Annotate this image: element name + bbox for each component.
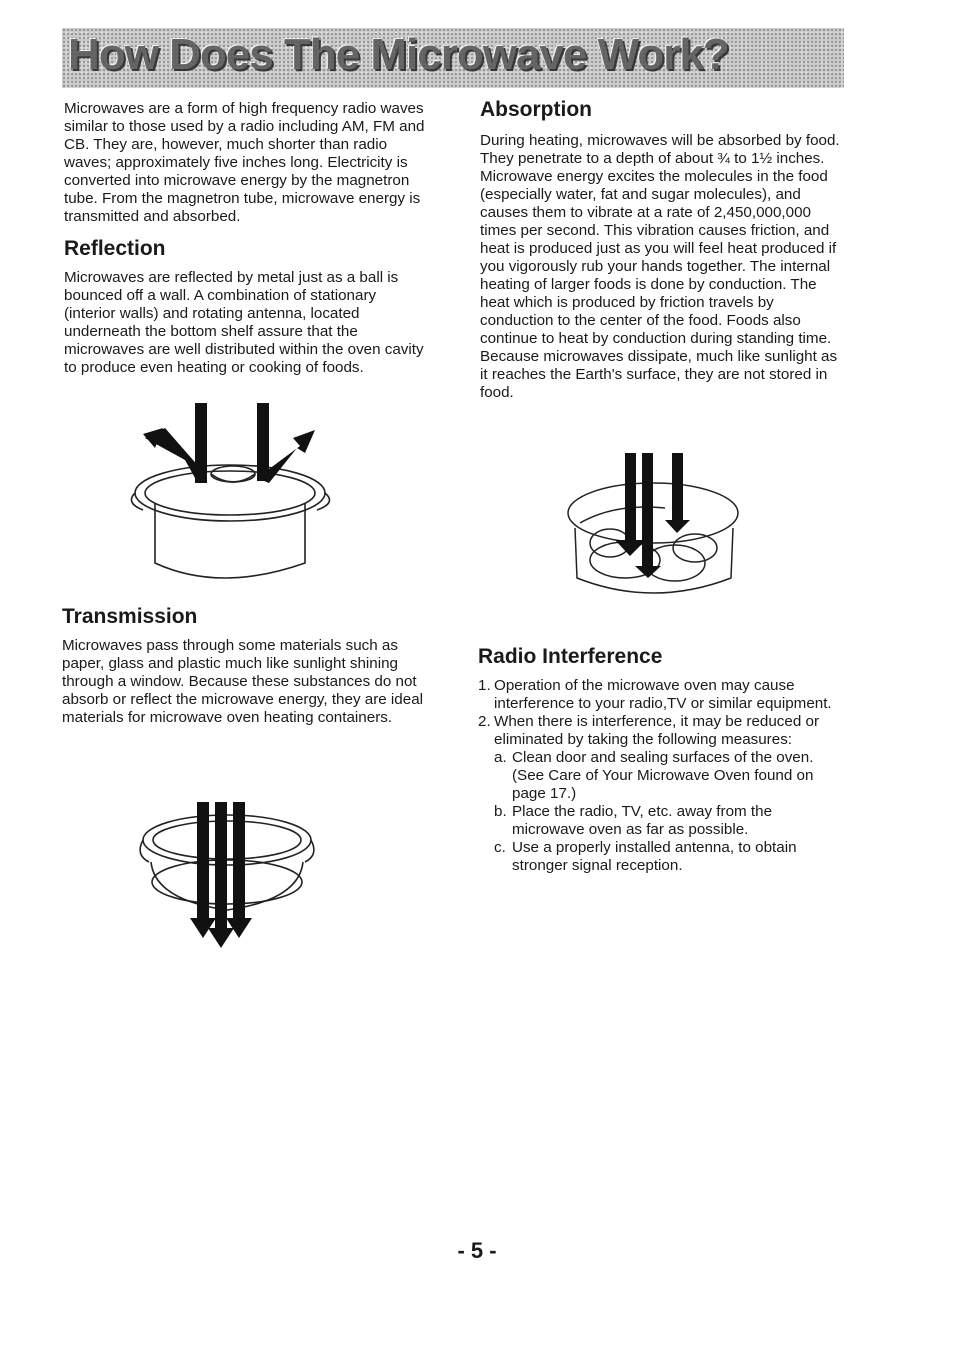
list-text: Clean door and sealing surfaces of the oven. (See Care of Your Microwave Oven found on page 17.) (512, 749, 814, 802)
intro-text: Microwaves are a form of high frequency radio waves similar to those used by a radio including AM, FM and CB. They are, however, much shorter than radio waves; approximately five inches long. Electricity is converted into microwave energy by the magnetron tube. From the magnetron tube, microwave energy is transmitted and absorbed. (64, 100, 425, 225)
radio-section (478, 644, 844, 875)
absorption-heading: Absorption (480, 98, 592, 121)
absorption-section (480, 97, 844, 402)
reflection-section (64, 236, 426, 377)
list-text: Use a properly installed antenna, to obtain stronger signal reception. (512, 839, 797, 874)
intro-section (64, 100, 426, 226)
transmission-heading: Transmission (62, 605, 198, 628)
transmission-dish-illustration (135, 800, 320, 950)
list-text: Operation of the microwave oven may cause interference to your radio,TV or similar equipment. (494, 677, 832, 712)
reflection-pot-illustration (125, 398, 345, 588)
reflection-text: Microwaves are reflected by metal just as a ball is bounced off a wall. A combination of stationary (interior walls) and rotating antenna, located underneath the bottom shelf assure that the microwaves are well distributed within the oven cavity to produce even heating or cooking of foods. (64, 269, 424, 376)
absorption-text: During heating, microwaves will be absorbed by food. They penetrate to a depth of about ¾ to 1½ inches. Microwave energy excites the molecules in the food (especially water, fat and sugar molecules), and causes them to vibrate at a rate of 2,450,000,000 times per second. This vibration causes friction, and heat is produced just as you will feel heat produced if you vigorously rub your hands together. The internal heating of larger foods is done by conduction. The heat which is produced by friction travels by conduction to the center of the food. Foods also continue to heat by conduction during standing time. (480, 132, 840, 347)
transmission-section (62, 604, 424, 727)
radio-sublist (494, 749, 844, 875)
title-banner (62, 28, 844, 88)
list-item (478, 713, 844, 875)
radio-heading: Radio Interference (478, 645, 663, 668)
list-number: 1. (478, 677, 491, 694)
sub-list-item (494, 839, 844, 875)
transmission-text: Microwaves pass through some materials such as paper, glass and plastic much like sunlight shining through a window. Because these substances do not absorb or reflect the microwave energy, they are ideal materials for microwave oven heating containers. (62, 637, 424, 726)
list-letter: b. (494, 803, 507, 820)
sub-list-item (494, 803, 844, 839)
reflection-heading: Reflection (64, 237, 166, 260)
absorption-bowl-illustration (565, 448, 745, 603)
list-number: 2. (478, 713, 491, 730)
page-title: How Does The Microwave Work? (68, 30, 729, 79)
absorption-text-2: Because microwaves dissipate, much like sunlight as it reaches the Earth's surface, they are not stored in food. (480, 348, 838, 401)
list-text: Place the radio, TV, etc. away from the microwave oven as far as possible. (512, 803, 773, 838)
list-letter: c. (494, 839, 506, 856)
list-text: When there is interference, it may be reduced or eliminated by taking the following measures: (494, 713, 820, 748)
list-item (478, 677, 844, 713)
radio-list (478, 677, 844, 875)
list-letter: a. (494, 749, 507, 766)
sub-list-item (494, 749, 844, 803)
page-number: - 5 - (457, 1238, 497, 1263)
